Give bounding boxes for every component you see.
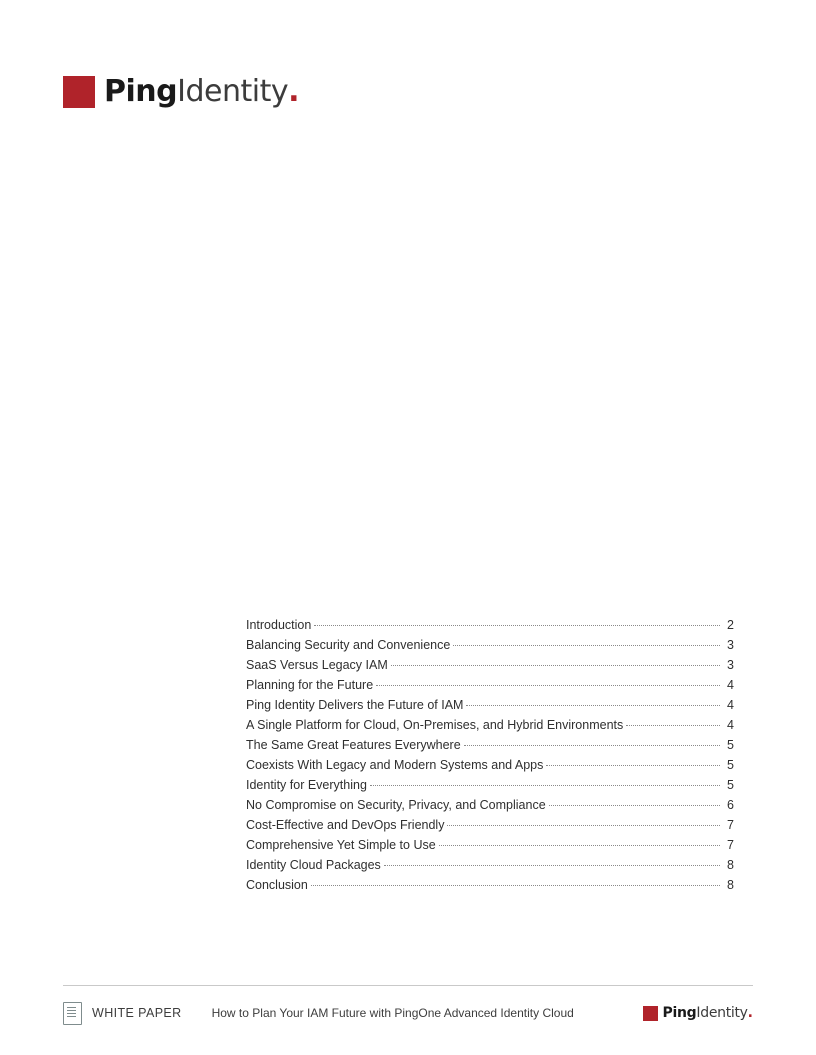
toc-entry-page: 8 [727,858,734,872]
toc-entry[interactable] [246,779,734,799]
toc-leader-dots [370,785,720,786]
document-icon [63,1002,82,1025]
logo-text-ping: Ping [662,1005,697,1021]
toc-entry-title: SaaS Versus Legacy IAM [246,658,388,672]
toc-leader-dots [447,825,720,826]
toc-entry-page: 5 [727,778,734,792]
toc-leader-dots [311,885,720,886]
ping-identity-logo-header [63,76,300,108]
toc-entry[interactable] [246,859,734,879]
toc-entry[interactable] [246,759,734,779]
footer-document-type: WHITE PAPER [92,1006,182,1020]
ping-logo-wordmark [663,1006,753,1020]
toc-leader-dots [546,765,720,766]
toc-entry-title: No Compromise on Security, Privacy, and Compliance [246,798,546,812]
toc-leader-dots [466,705,720,706]
toc-entry-title: Conclusion [246,878,308,892]
toc-entry[interactable] [246,739,734,759]
ping-identity-logo-footer [643,1006,753,1021]
toc-entry[interactable] [246,699,734,719]
toc-entry-page: 5 [727,738,734,752]
toc-entry[interactable] [246,719,734,739]
toc-entry-page: 4 [727,698,734,712]
footer-document-title: How to Plan Your IAM Future with PingOne Advanced Identity Cloud [211,1006,574,1020]
toc-leader-dots [376,685,720,686]
logo-text-identity: Identity [696,1005,748,1021]
logo-text-ping: Ping [104,74,178,109]
toc-entry-title: Comprehensive Yet Simple to Use [246,838,436,852]
toc-entry[interactable] [246,639,734,659]
toc-entry-title: Ping Identity Delivers the Future of IAM [246,698,464,712]
toc-leader-dots [391,665,720,666]
ping-logo-mark-icon [643,1006,658,1021]
footer-divider [63,985,753,986]
toc-entry-title: Introduction [246,618,312,632]
toc-entry-title: A Single Platform for Cloud, On-Premises, and Hybrid Environments [246,718,624,732]
toc-entry[interactable] [246,839,734,859]
toc-entry-page: 2 [727,618,734,632]
logo-text-dot: . [747,1005,753,1021]
toc-entry[interactable] [246,799,734,819]
toc-entry-title: Planning for the Future [246,678,374,692]
page-footer [63,995,753,1031]
logo-text-identity: Identity [177,74,289,109]
toc-entry[interactable] [246,679,734,699]
toc-entry-title: Balancing Security and Convenience [246,638,451,652]
toc-leader-dots [439,845,720,846]
toc-entry-page: 5 [727,758,734,772]
toc-leader-dots [464,745,720,746]
toc-entry-title: The Same Great Features Everywhere [246,738,461,752]
toc-entry-title: Identity for Everything [246,778,367,792]
table-of-contents [246,619,734,899]
toc-entry[interactable] [246,879,734,899]
toc-entry-page: 4 [727,718,734,732]
toc-entry-title: Identity Cloud Packages [246,858,381,872]
toc-entry-page: 3 [727,658,734,672]
toc-entry[interactable] [246,819,734,839]
toc-entry-page: 6 [727,798,734,812]
toc-entry-page: 7 [727,838,734,852]
toc-entry-title: Coexists With Legacy and Modern Systems and Apps [246,758,544,772]
ping-logo-mark-icon [63,76,95,108]
toc-entry-page: 7 [727,818,734,832]
ping-logo-wordmark [104,74,300,109]
toc-leader-dots [453,645,720,646]
toc-leader-dots [384,865,720,866]
toc-entry-page: 8 [727,878,734,892]
toc-leader-dots [314,625,720,626]
toc-entry-page: 4 [727,678,734,692]
logo-text-dot: . [288,74,300,109]
toc-entry[interactable] [246,659,734,679]
toc-entry-page: 3 [727,638,734,652]
toc-leader-dots [549,805,720,806]
toc-entry[interactable] [246,619,734,639]
toc-leader-dots [626,725,720,726]
toc-entry-title: Cost-Effective and DevOps Friendly [246,818,445,832]
